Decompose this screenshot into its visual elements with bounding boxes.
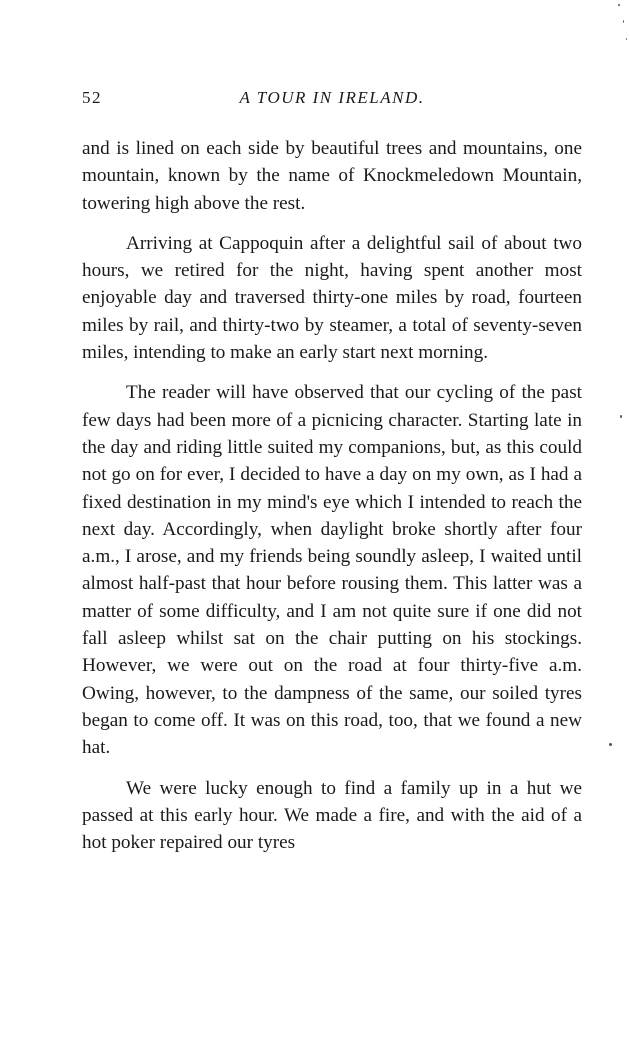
paragraph-early-start: The reader will have observed that our cycling of the past few days had been more of a picnicing character. Starting late in the day and riding little suited my companions, but, as this could not go on for ever, I decided to have a day on my own, as I had a fixed destination in my mind's eye which I intended to reach the next day. Accordingly, when daylight broke shortly after four a.m., I arose, and my friends being soundly asleep, I waited until almost half-past that hour before rousing them. This latter was a matter of some difficulty, and I am not quite sure if one did not fall asleep whilst sat on the chair putting on his stockings. However, we were out on the road at four thirty-five a.m. Owing, however, to the dampness of the same, our soiled tyres began to come off. It was on this road, too, that we found a new hat. bbox=[82, 382, 582, 759]
scan-speck bbox=[620, 415, 622, 418]
scan-speck bbox=[626, 38, 627, 40]
running-title: A TOUR IN IRELAND. bbox=[239, 88, 425, 107]
body-text bbox=[82, 135, 582, 856]
scan-speck bbox=[609, 743, 612, 746]
paragraph-cappoquin-arrival: Arriving at Cappoquin after a delightful sail of about two hours, we retired for the night, having spent another most enjoyable day and traversed thirty-one miles by road, fourteen miles by rail, and thirty-two by steamer, a total of seventy-seven miles, intending to make an early start next morning. bbox=[82, 232, 582, 364]
page-header bbox=[82, 88, 582, 118]
page-number: 52 bbox=[82, 88, 102, 107]
scan-speck bbox=[618, 4, 620, 6]
paragraph-continued: and is lined on each side by beautiful trees and mountains, one mountain, known by the name of Knockmeledown Mountain, towering high above the rest. bbox=[82, 138, 582, 214]
scan-speck bbox=[623, 20, 624, 23]
paragraph-repairing-tyres: We were lucky enough to find a family up in a hut we passed at this early hour. We made a fire, and with the aid of a hot poker repaired our tyres bbox=[82, 777, 582, 854]
